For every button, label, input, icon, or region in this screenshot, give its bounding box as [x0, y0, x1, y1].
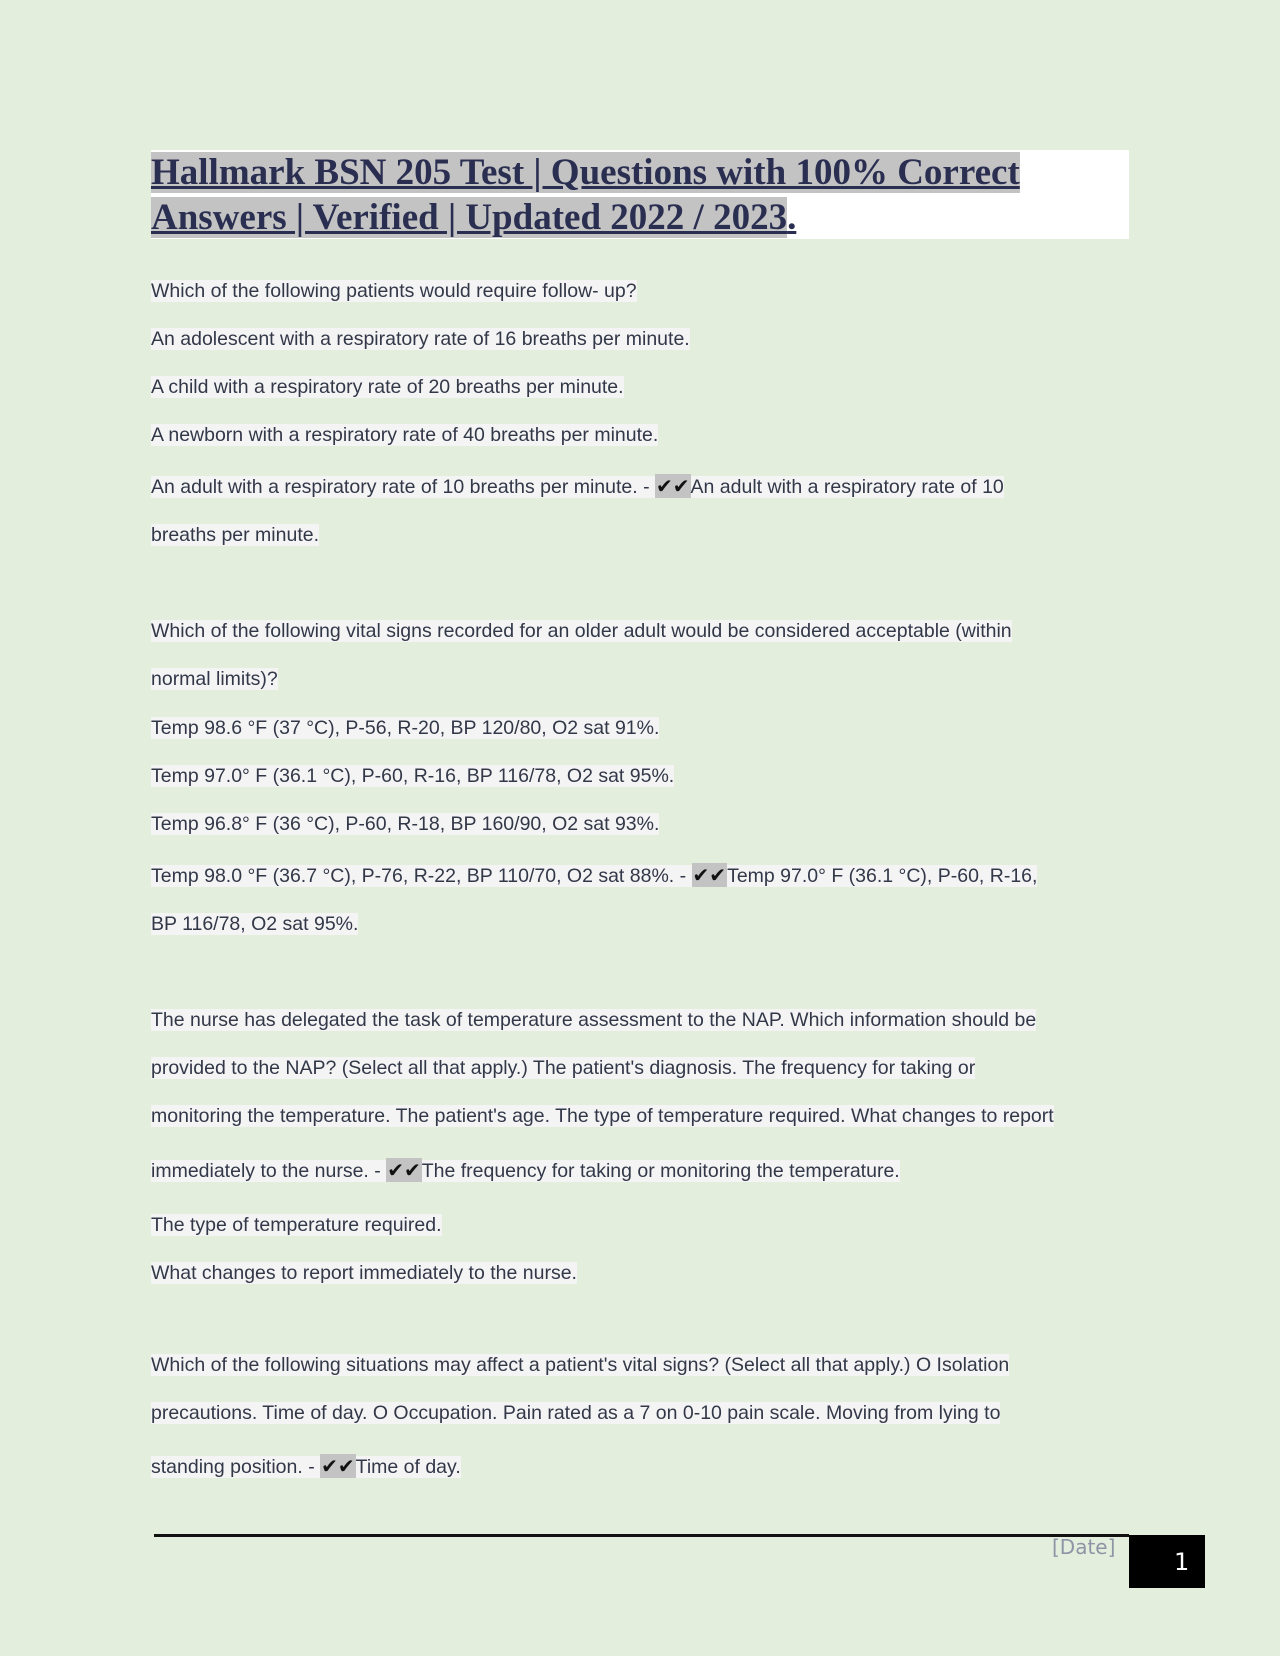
q1-option-1: An adolescent with a respiratory rate of 16 breaths per minute.	[151, 328, 690, 350]
document-title	[151, 150, 1111, 240]
q2-option-4-with-answer: Temp 98.0 °F (36.7 °C), P-76, R-22, BP 110/70, O2 sat 88%. - ✔✔Temp 97.0° F (36.1 °C), P-60, R-16,	[151, 863, 1038, 887]
question-1: Which of the following patients would require follow- up?	[151, 280, 637, 302]
question-2: Which of the following vital signs recorded for an older adult would be considered acceptable (within	[151, 620, 1012, 642]
question-4-line-2: precautions. Time of day. O Occupation. Pain rated as a 7 on 0-10 pain scale. Moving from lying to	[151, 1402, 1001, 1424]
question-4-line-3-with-answer: standing position. - ✔✔Time of day.	[151, 1454, 461, 1478]
page-number: 1	[1174, 1548, 1190, 1576]
footer-date: [Date]	[1052, 1535, 1116, 1559]
q4-answer: Time of day.	[355, 1456, 461, 1478]
title-line-2: Answers | Verified | Updated 2022 / 2023	[151, 197, 788, 238]
q1-option-2: A child with a respiratory rate of 20 breaths per minute.	[151, 376, 624, 398]
question-3-line-4-with-answer: immediately to the nurse. - ✔✔The frequency for taking or monitoring the temperature.	[151, 1158, 900, 1182]
check-mark-icon: ✔✔	[692, 863, 727, 887]
q1-answer: An adult with a respiratory rate of 10	[690, 476, 1004, 498]
q2-answer-continued: BP 116/78, O2 sat 95%.	[151, 913, 359, 935]
q2-option-2: Temp 97.0° F (36.1 °C), P-60, R-16, BP 116/78, O2 sat 95%.	[151, 765, 675, 787]
q1-option-4-with-answer: An adult with a respiratory rate of 10 breaths per minute. - ✔✔An adult with a respiratory rate of 10	[151, 474, 1004, 498]
q2-option-3: Temp 96.8° F (36 °C), P-60, R-18, BP 160/90, O2 sat 93%.	[151, 813, 660, 835]
q2-option-1: Temp 98.6 °F (37 °C), P-56, R-20, BP 120/80, O2 sat 91%.	[151, 717, 660, 739]
q3-answer-2: The type of temperature required.	[151, 1214, 442, 1236]
title-line-1: Hallmark BSN 205 Test | Questions with 100% Correct	[151, 152, 1020, 193]
q2-answer: Temp 97.0° F (36.1 °C), P-60, R-16,	[727, 865, 1038, 887]
title-period: .	[787, 197, 797, 238]
question-2-continued: normal limits)?	[151, 668, 278, 690]
check-mark-icon: ✔✔	[656, 474, 690, 498]
check-mark-icon: ✔✔	[321, 1454, 355, 1478]
check-mark-icon: ✔✔	[387, 1158, 421, 1182]
footer-divider	[154, 1534, 1129, 1537]
q1-answer-continued: breaths per minute.	[151, 524, 320, 546]
q1-option-3: A newborn with a respiratory rate of 40 breaths per minute.	[151, 424, 659, 446]
q3-answer: The frequency for taking or monitoring the temperature.	[421, 1160, 900, 1182]
page-number-box	[1129, 1535, 1205, 1588]
question-3-line-1: The nurse has delegated the task of temperature assessment to the NAP. Which information should be	[151, 1009, 1037, 1031]
q3-answer-3: What changes to report immediately to the nurse.	[151, 1262, 577, 1284]
question-4-line-1: Which of the following situations may affect a patient's vital signs? (Select all that apply.) O Isolation	[151, 1354, 1010, 1376]
question-3-line-2: provided to the NAP? (Select all that apply.) The patient's diagnosis. The frequency for taking or	[151, 1057, 976, 1079]
question-3-line-3: monitoring the temperature. The patient's age. The type of temperature required. What changes to report	[151, 1105, 1054, 1127]
